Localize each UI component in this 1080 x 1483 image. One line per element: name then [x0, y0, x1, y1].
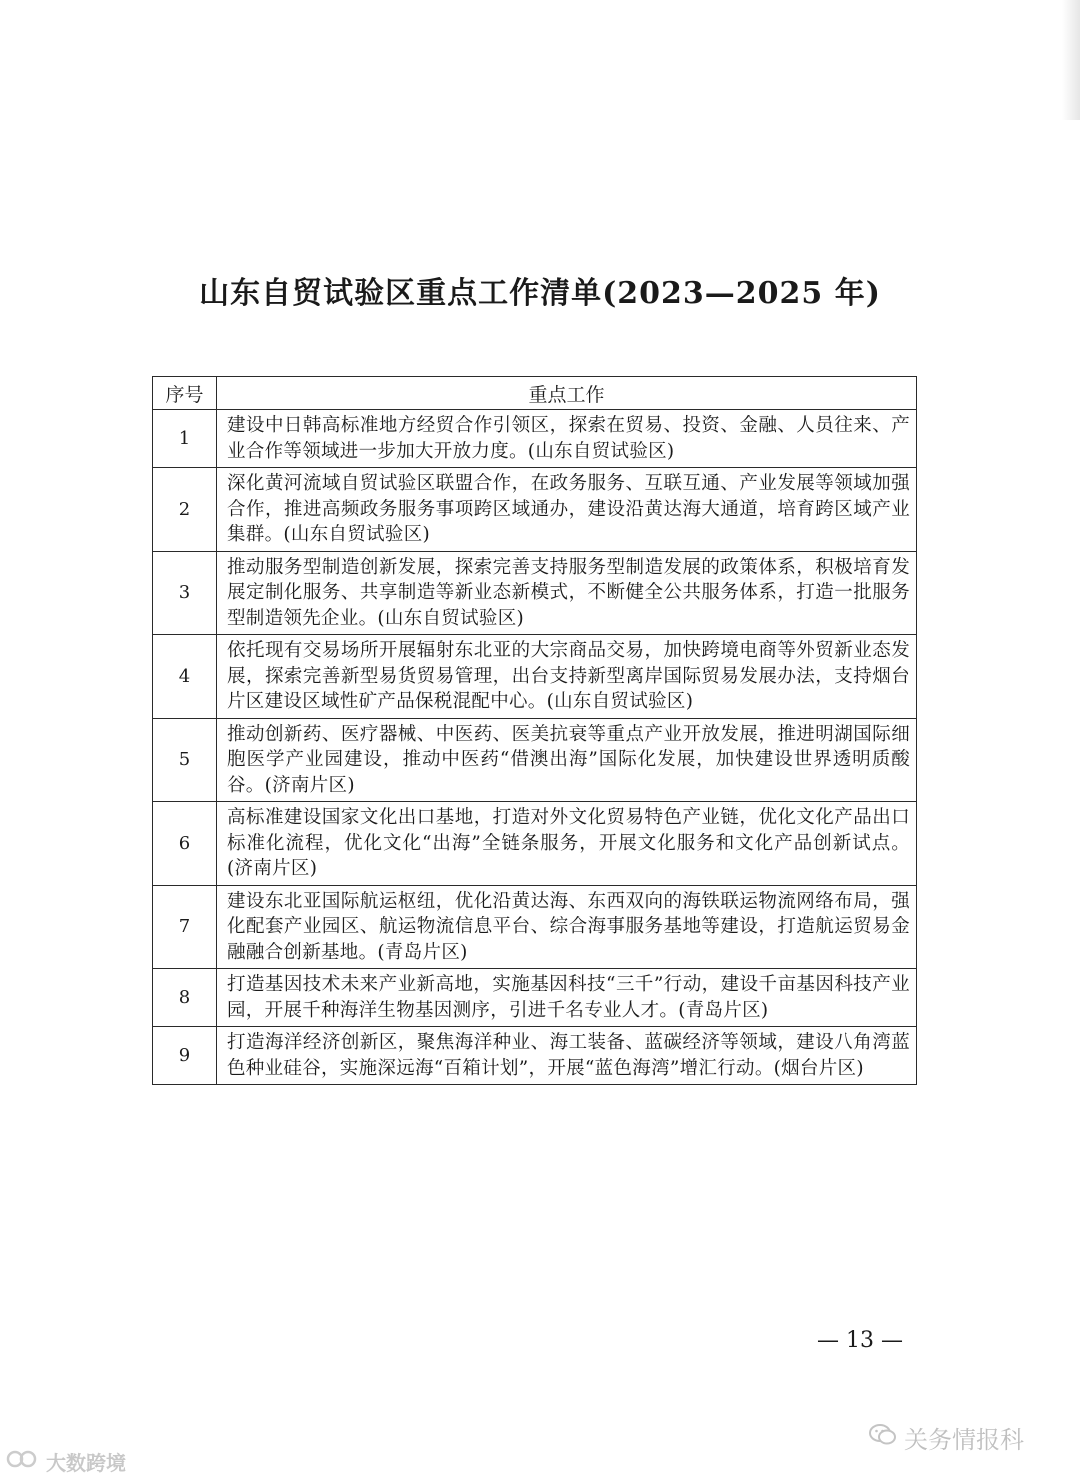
row-number: 7 — [153, 885, 217, 969]
row-work-text: 推动服务型制造创新发展，探索完善支持服务型制造发展的政策体系，积极培育发展定制化服务、共享制造等新业态新模式，不断健全公共服务体系，打造一批服务型制造领先企业。(山东自贸试验区) — [217, 551, 917, 635]
row-work-text: 建设中日韩高标准地方经贸合作引领区，探索在贸易、投资、金融、人员往来、产业合作等领域进一步加大开放力度。(山东自贸试验区) — [217, 410, 917, 468]
watermark-left — [6, 1447, 126, 1476]
table-row — [153, 551, 917, 635]
row-work-text: 建设东北亚国际航运枢纽，优化沿黄达海、东西双向的海铁联运物流网络布局，强化配套产业园区、航运物流信息平台、综合海事服务基地等建设，打造航运贸易金融融合创新基地。(青岛片区) — [217, 885, 917, 969]
table-row — [153, 1027, 917, 1085]
scan-edge-shadow — [1062, 0, 1080, 120]
row-number: 6 — [153, 802, 217, 886]
table-row — [153, 969, 917, 1027]
page-title: 山东自贸试验区重点工作清单(2023—2025 年) — [199, 276, 881, 311]
row-number: 2 — [153, 468, 217, 552]
row-work-text: 依托现有交易场所开展辐射东北亚的大宗商品交易，加快跨境电商等外贸新业态发展，探索完善新型易货贸易管理，出台支持新型离岸国际贸易发展办法，支持烟台片区建设区域性矿产品保税混配中心。(山东自贸试验区) — [217, 635, 917, 719]
table-row — [153, 802, 917, 886]
table-row — [153, 718, 917, 802]
page-number: — 13 — — [817, 1328, 903, 1353]
watermark-right — [868, 1420, 1024, 1455]
watermark-left-text: 大数跨境 — [46, 1451, 126, 1475]
table-row — [153, 410, 917, 468]
header-seq: 序号 — [153, 377, 217, 410]
wechat-icon — [868, 1422, 898, 1454]
table-header-row — [153, 377, 917, 410]
row-work-text: 深化黄河流域自贸试验区联盟合作，在政务服务、互联互通、产业发展等领域加强合作，推进高频政务服务事项跨区域通办，建设沿黄达海大通道，培育跨区域产业集群。(山东自贸试验区) — [217, 468, 917, 552]
work-list-table — [152, 376, 917, 1085]
row-work-text: 推动创新药、医疗器械、中医药、医美抗衰等重点产业开放发展，推进明湖国际细胞医学产业园建设，推动中医药“借澳出海”国际化发展，加快建设世界透明质酸谷。(济南片区) — [217, 718, 917, 802]
row-number: 3 — [153, 551, 217, 635]
table-row — [153, 885, 917, 969]
row-number: 4 — [153, 635, 217, 719]
row-number: 5 — [153, 718, 217, 802]
row-work-text: 打造基因技术未来产业新高地，实施基因科技“三千”行动，建设千亩基因科技产业园，开展千种海洋生物基因测序，引进千名专业人才。(青岛片区) — [217, 969, 917, 1027]
row-number: 1 — [153, 410, 217, 468]
row-number: 8 — [153, 969, 217, 1027]
row-work-text: 高标准建设国家文化出口基地，打造对外文化贸易特色产业链，优化文化产品出口标准化流程，优化文化“出海”全链条服务，开展文化服务和文化产品创新试点。(济南片区) — [217, 802, 917, 886]
brand-logo-icon — [6, 1448, 40, 1475]
header-work: 重点工作 — [217, 377, 917, 410]
row-work-text: 打造海洋经济创新区，聚焦海洋种业、海工装备、蓝碳经济等领域，建设八角湾蓝色种业硅谷，实施深远海“百箱计划”，开展“蓝色海湾”增汇行动。(烟台片区) — [217, 1027, 917, 1085]
table-row — [153, 468, 917, 552]
table-row — [153, 635, 917, 719]
row-number: 9 — [153, 1027, 217, 1085]
watermark-right-text: 关务情报科 — [904, 1426, 1024, 1454]
